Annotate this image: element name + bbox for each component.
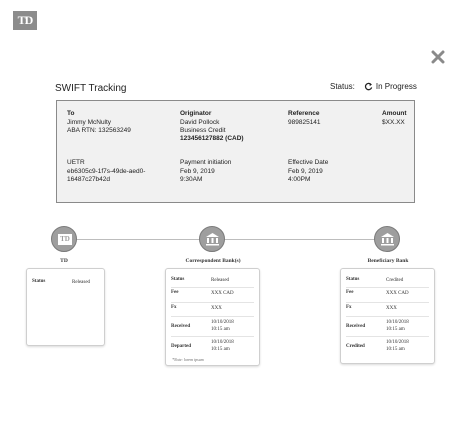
field-label: To [67, 110, 75, 117]
field-reference [288, 110, 321, 127]
field-amount [382, 110, 407, 127]
status-label: Status: [330, 82, 355, 91]
row-key: Status [32, 279, 46, 284]
field-payment-initiation [180, 159, 231, 184]
timeline-node-beneficiary[interactable] [374, 226, 400, 252]
row-key: Fee [346, 290, 354, 295]
timeline-node-td[interactable] [51, 226, 77, 252]
row-value: XXX [211, 306, 222, 311]
field-value: Feb 9, 2019 [288, 168, 323, 175]
bank-icon [380, 232, 395, 246]
field-value: 4:00PM [288, 176, 311, 183]
field-value: 989825141 [288, 119, 321, 126]
timeline-node-correspondent[interactable] [199, 226, 225, 252]
bank-icon [205, 232, 220, 246]
card-row [171, 305, 254, 317]
row-date: 10/10/2018 [386, 340, 409, 345]
row-time: 10:15 am [211, 327, 230, 332]
row-time: 10:15 am [386, 347, 405, 352]
timeline-label-beneficiary: Beneficiary Bank [367, 258, 409, 264]
row-date: 10/10/2018 [386, 320, 409, 325]
field-label: Reference [288, 110, 320, 117]
field-label: Amount [382, 110, 407, 117]
card-row [171, 277, 254, 288]
field-label: UETR [67, 159, 85, 166]
td-logo-icon: TD [58, 234, 72, 245]
timeline-connector [76, 239, 382, 240]
card-row [346, 319, 429, 337]
field-value: $XX.XX [382, 119, 405, 126]
field-value: Jimmy McNulty [67, 119, 112, 126]
page-title: SWIFT Tracking [55, 83, 127, 94]
row-key: Departed [171, 344, 191, 349]
row-key: Fee [171, 290, 179, 295]
row-date: 10/10/2018 [211, 340, 234, 345]
beneficiary-status-card [340, 268, 435, 364]
card-row [32, 279, 99, 286]
td-status-card [26, 268, 105, 346]
field-value: 123456127882 (CAD) [180, 135, 244, 142]
row-key: Received [346, 324, 366, 329]
row-key: Credited [346, 344, 365, 349]
field-effective-date [288, 159, 328, 184]
card-row [346, 277, 429, 288]
field-label: Originator [180, 110, 212, 117]
field-value: David Pollock [180, 119, 220, 126]
timeline-label-correspondent: Correspondent Bank(s) [185, 258, 241, 264]
field-originator [180, 110, 244, 143]
status-value: In Progress [375, 82, 417, 91]
card-note: *Note: lorem ipsum [172, 357, 204, 362]
field-to [67, 110, 131, 135]
card-row [346, 290, 429, 303]
row-value: Released [211, 278, 230, 283]
card-row [171, 290, 254, 303]
row-value [386, 319, 409, 336]
field-label: Effective Date [288, 159, 329, 166]
card-row [171, 319, 254, 337]
row-value [386, 339, 409, 357]
field-value: ABA RTN: 132563249 [67, 127, 131, 134]
row-value: XXX CAD [211, 291, 234, 296]
row-key: Status [171, 277, 185, 282]
row-key: Fx [346, 305, 352, 310]
row-value [211, 339, 234, 357]
row-time: 10:15 am [211, 347, 230, 352]
card-row [346, 339, 429, 357]
row-date: 10/10/2018 [211, 320, 234, 325]
payment-details-panel [56, 100, 415, 203]
field-value: 9:30AM [180, 176, 203, 183]
row-value: Released [72, 280, 91, 285]
row-key: Fx [171, 305, 177, 310]
field-value: Business Credit [180, 127, 226, 134]
status-indicator [330, 82, 417, 91]
row-key: Received [171, 324, 191, 329]
correspondent-status-card [165, 268, 260, 366]
row-value: XXX CAD [386, 291, 409, 296]
field-value: 16487c27b42d [67, 176, 111, 183]
row-value: Credited [386, 278, 404, 283]
close-icon[interactable] [431, 50, 445, 64]
row-time: 10:15 am [386, 327, 405, 332]
card-row [346, 305, 429, 317]
row-value: XXX [386, 306, 397, 311]
field-value: eb6305c9-1f7s-49de-aed0- [67, 168, 146, 175]
field-uetr [67, 159, 145, 184]
td-logo[interactable]: TD [13, 11, 37, 30]
row-value [211, 319, 234, 336]
field-label: Payment initiation [180, 159, 232, 166]
row-key: Status [346, 277, 360, 282]
refresh-icon [364, 82, 373, 91]
card-row [171, 339, 254, 357]
field-value: Feb 9, 2019 [180, 168, 215, 175]
timeline-label-td: TD [60, 258, 68, 264]
